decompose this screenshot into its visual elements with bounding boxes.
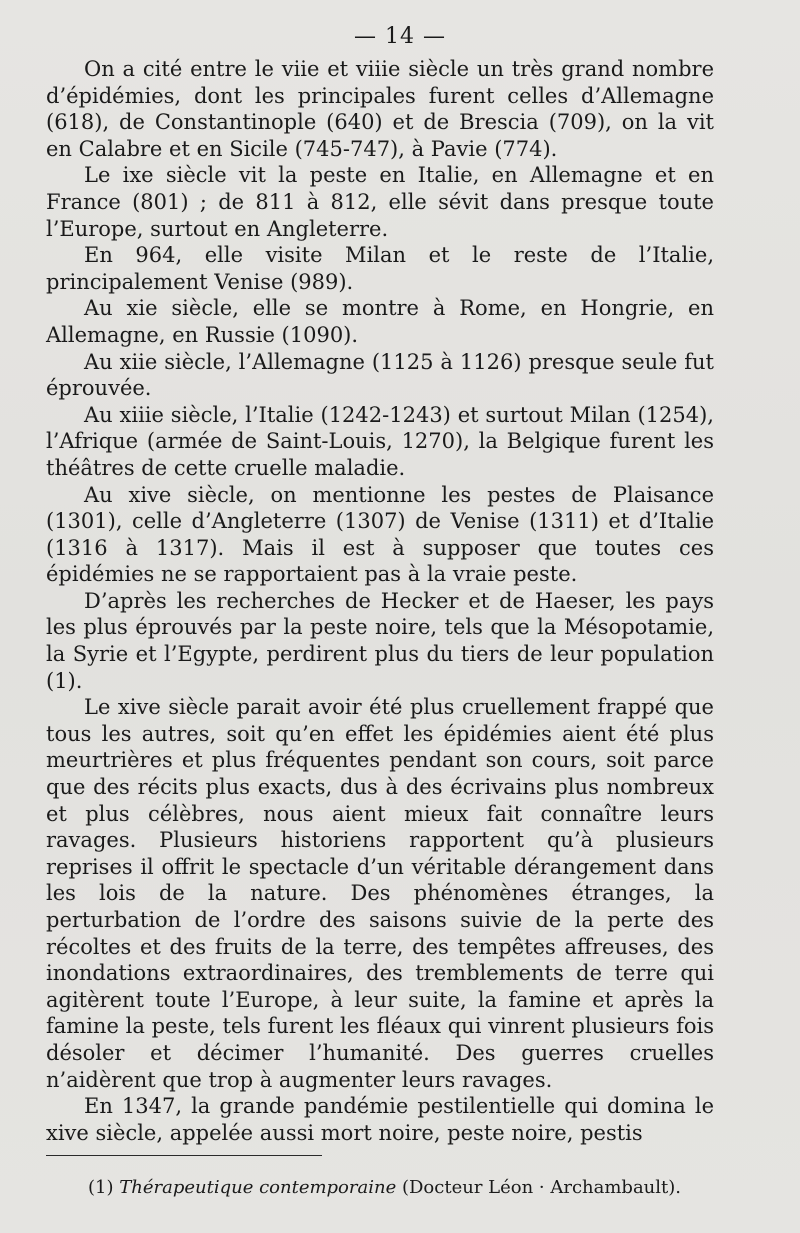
page-number: — 14 — [354,24,446,49]
paragraph: En 1347, la grande pandémie pestilentielle qui domina le xive siècle, appelée aussi mort noire, peste noire, pestis [46,1094,714,1145]
paragraph: D’après les recherches de Hecker et de Haeser, les pays les plus éprouvés par la peste noire, tels que la Mésopotamie, la Syrie et l’Egypte, perdirent plus du tiers de leur population (1). [46,588,714,693]
paragraph: Au xiie siècle, l’Allemagne (1125 à 1126) presque seule fut éprouvée. [46,349,714,401]
paragraph: Au xiiie siècle, l’Italie (1242-1243) et surtout Milan (1254), l’Afrique (armée de Saint-Louis, 1270), la Belgique furent les théâtres de cette cruelle maladie. [46,402,714,480]
footnote [88,1176,738,1200]
body-text [46,56,714,1146]
paragraph: En 964, elle visite Milan et le reste de l’Italie, principalement Venise (989). [46,243,714,294]
paragraph: Au xie siècle, elle se montre à Rome, en Hongrie, en Allemagne, en Russie (1090). [46,296,714,347]
footnote-author: (Docteur Léon · Archambault). [401,1177,682,1198]
paragraph: Au xive siècle, on mentionne les pestes de Plaisance (1301), celle d’Angleterre (1307) de Venise (1311) et d’Italie (1316 à 1317). Mais il est à supposer que toutes ces épidémies ne se rapportaient pas à la vraie peste. [46,482,714,587]
footnote-marker: (1) [88,1177,114,1198]
footnote-separator [46,1155,322,1156]
paragraph: On a cité entre le viie et viiie siècle un très grand nombre d’épidémies, dont les principales furent celles d’Allemagne (618), de Constantinople (640) et de Brescia (709), on la vit en Calabre et en Sicile (745-747), à Pavie (774). [46,57,714,161]
footnote-title: Thérapeutique contemporaine [119,1177,397,1198]
paragraph: Le xive siècle parait avoir été plus cruellement frappé que tous les autres, soit qu’en effet les épidémies aient été plus meurtrières et plus fréquentes pendant son cours, soit parce que des récits plus exacts, dus à des écrivains plus nombreux et plus célèbres, nous aient mieux fait connaître leurs ravages. Plusieurs historiens rapportent qu’à plusieurs reprises il offrit le spectacle d’un véritable dérangement dans les lois de la nature. Des phénomènes étranges, la perturbation de l’ordre des saisons suivie de la perte des récoltes et des fruits de la terre, des tempêtes affreuses, des inondations extraordinaires, des tremblements de terre qui agitèrent toute l’Europe, à leur suite, la famine et après la famine la peste, tels furent les fléaux qui vinrent plusieurs fois désoler et décimer l’humanité. Des guerres cruelles n’aidèrent que trop à augmenter leurs ravages. [46,695,714,1092]
paragraph: Le ixe siècle vit la peste en Italie, en Allemagne et en France (801) ; de 811 à 812, elle sévit dans presque toute l’Europe, surtout en Angleterre. [46,163,714,241]
